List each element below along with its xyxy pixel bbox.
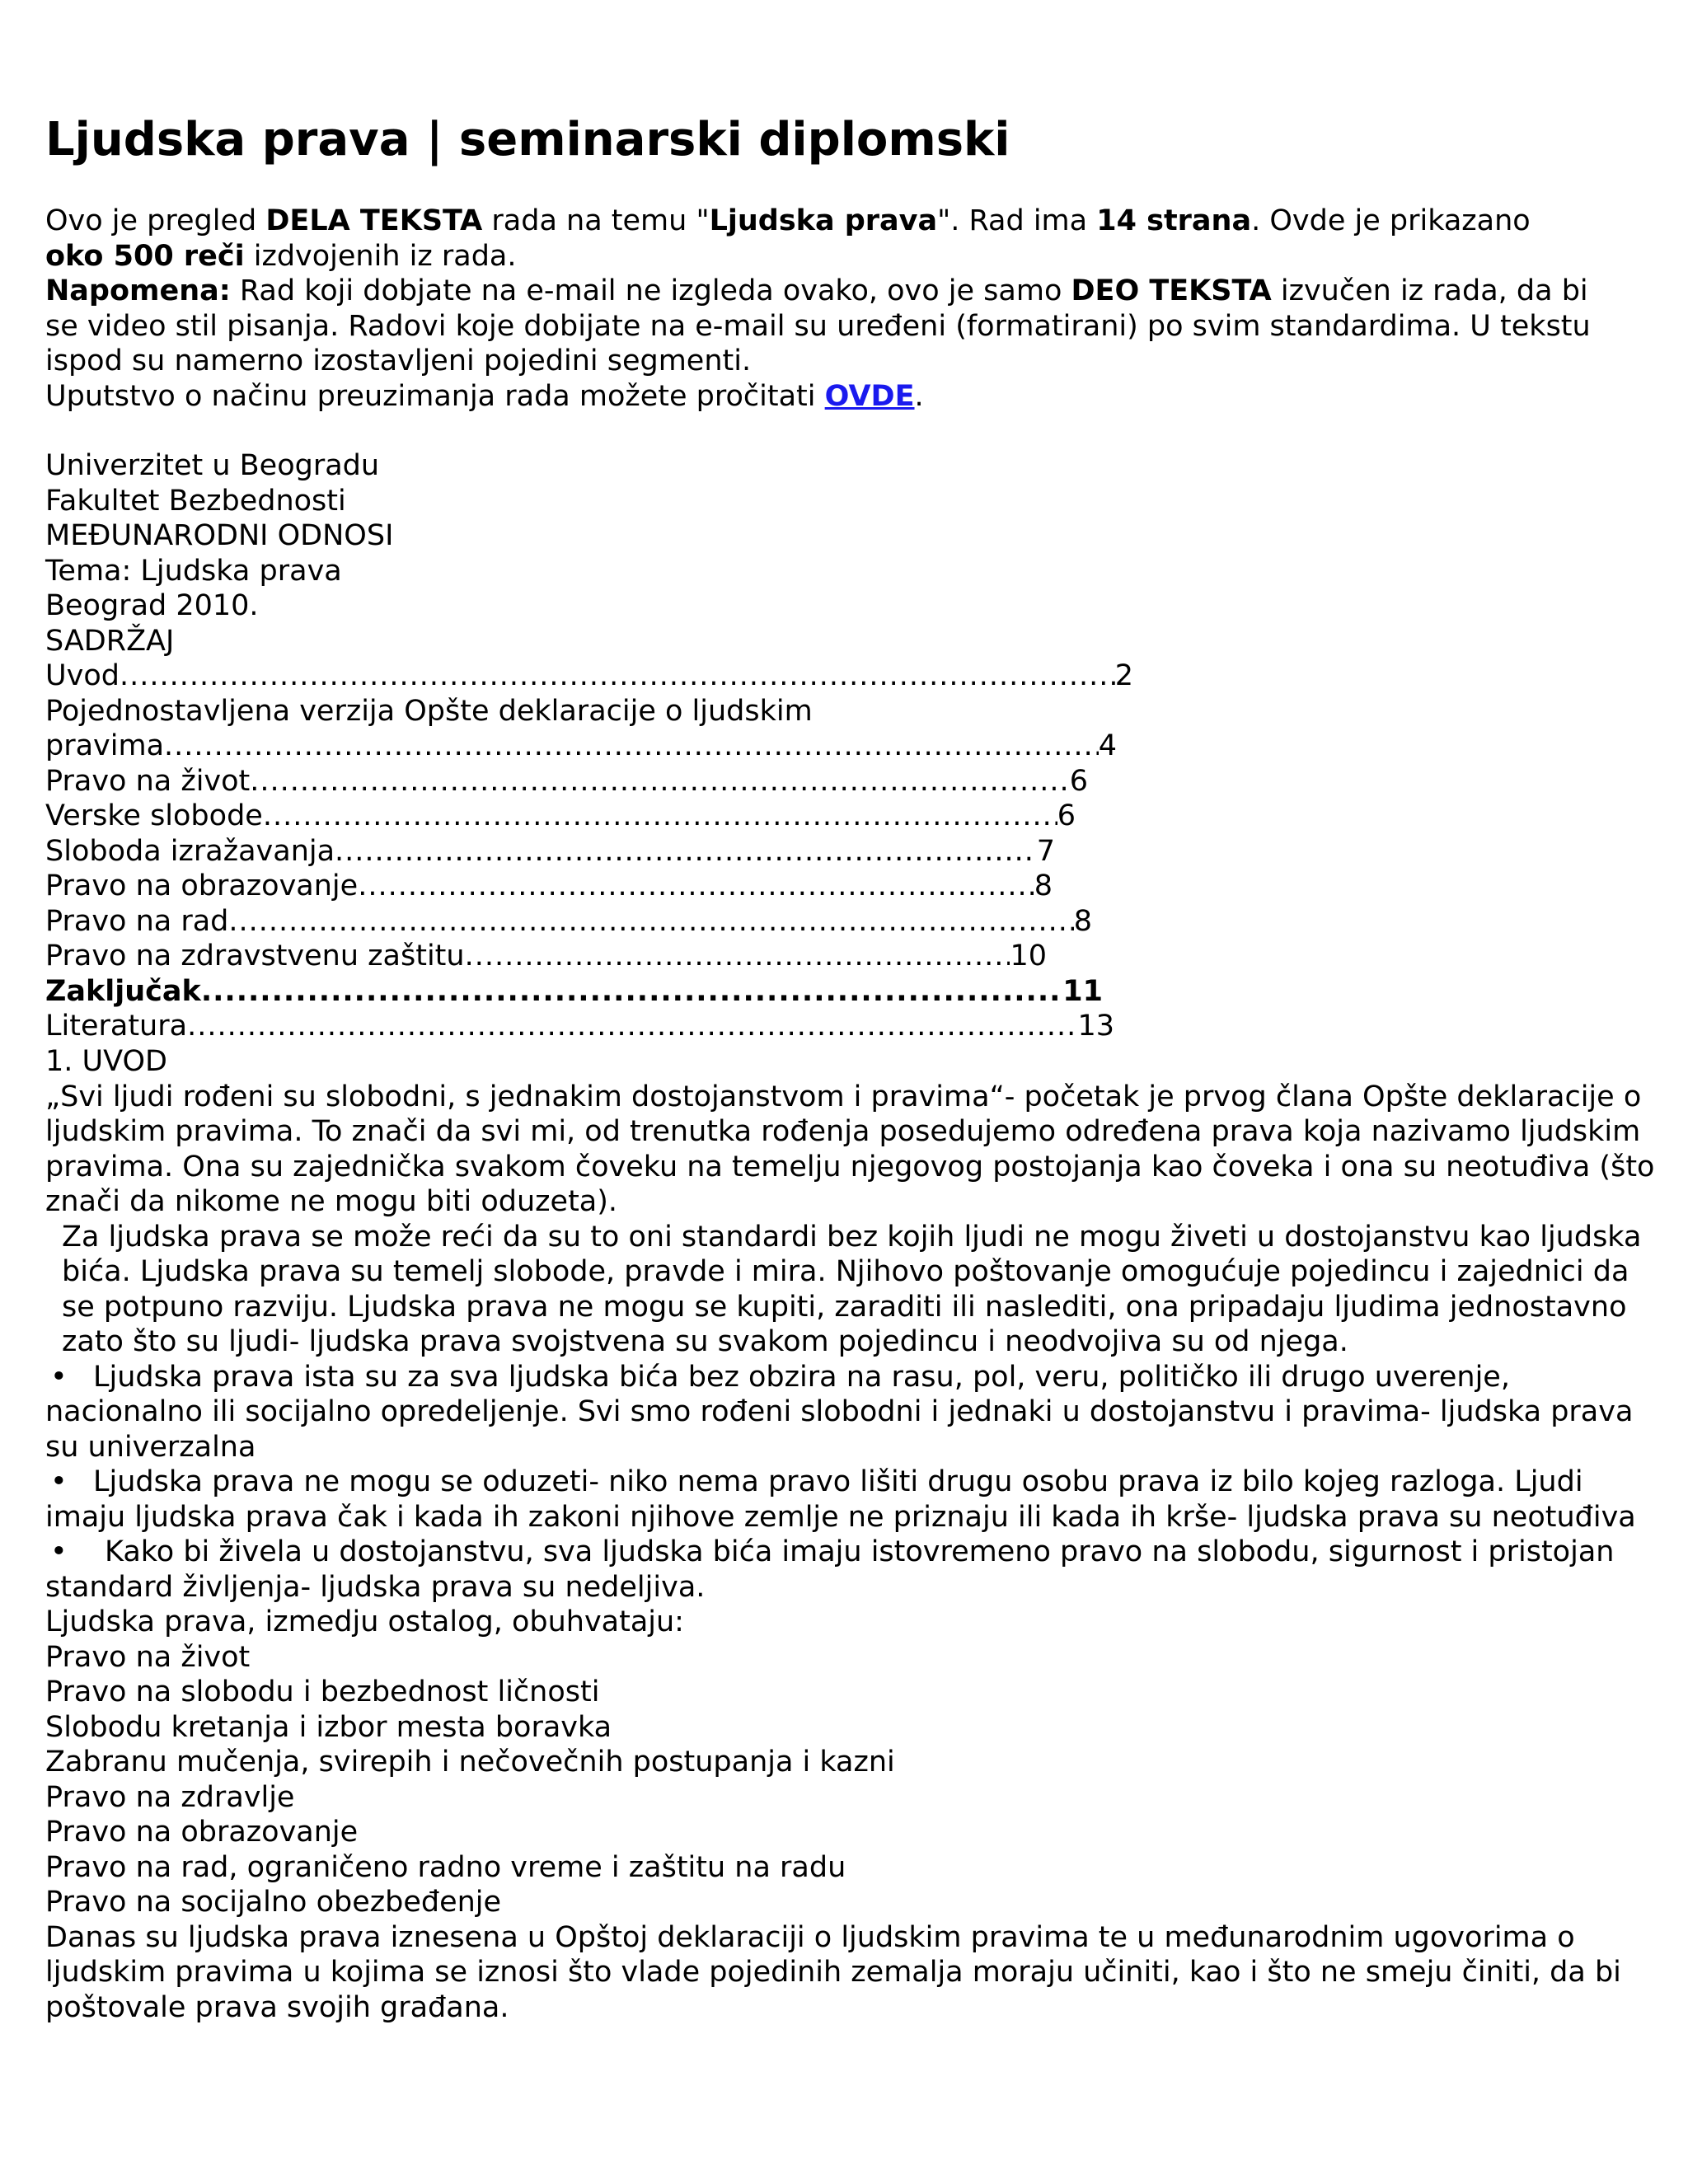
intro-text: rada na temu "	[482, 204, 710, 237]
title-page-info	[45, 448, 1661, 658]
list-item: Pravo na rad, ograničeno radno vreme i zaštitu na radu	[45, 1850, 846, 1884]
toc-page: 13	[1077, 1010, 1114, 1043]
toc-label: Pravo na život	[45, 764, 251, 798]
intro-text: izdvojenih iz rada.	[244, 239, 517, 273]
toc-leader	[250, 764, 1069, 799]
intro-bold: Ljudska prava	[709, 204, 938, 237]
faculty: Fakultet Bezbednosti	[45, 484, 346, 518]
bullet-item	[45, 1360, 1661, 1465]
bullet-icon: •	[50, 1535, 68, 1568]
intro-bold: DELA TEKSTA	[265, 204, 483, 237]
toc-label: Pravo na obrazovanje	[45, 869, 359, 902]
bullet-text: Kako bi živela u dostojanstvu, sva ljudska bića imaju istovremeno pravo na slobodu, sigurnost i pristojan standard življenja- ljudska prava su nedeljiva.	[45, 1535, 1615, 1604]
toc-leader	[201, 974, 1062, 1010]
list-item: Pravo na život	[45, 1640, 251, 1674]
paragraph: Za ljudska prava se može reći da su to oni standardi bez kojih ljudi ne mogu živeti u dostojanstvu kao ljudska bića. Ljudska prava su temelj slobode, pravde i mira. Njihovo poštovanje omogućuje pojedincu i zajednici da se potpuno razviju. Ljudska prava ne mogu se kupiti, zaraditi ili naslediti, ona pripadaju ljudima jednostavno zato što su ljudi- ljudska prava svojstvena su svakom pojedincu i neodvojiva su od njega.	[62, 1220, 1642, 1358]
place-year: Beograd 2010.	[45, 589, 259, 622]
toc-leader	[120, 658, 1115, 694]
intro-line-2	[45, 239, 1661, 274]
instructions-line	[45, 379, 1661, 415]
intro-block	[45, 204, 1661, 414]
department: MEĐUNARODNI ODNOSI	[45, 519, 394, 552]
list-item: Pravo na zdravlje	[45, 1780, 295, 1814]
toc-entry	[45, 834, 1055, 869]
closing-paragraph: Danas su ljudska prava iznesena u Opštoj deklaraciji o ljudskim pravima te u međunarodnim ugovorima o ljudskim pravima u kojima se iznosi što vlade pojedinih zemalja moraju učiniti, kao i što ne smeju činiti, da bi poštovale prava svojih građana.	[45, 1920, 1621, 2024]
body-text	[45, 1044, 1661, 2025]
toc-label: Pravo na rad	[45, 904, 229, 938]
toc-page: 7	[1036, 834, 1055, 868]
note-label: Napomena:	[45, 274, 231, 307]
list-item: Slobodu kretanja i izbor mesta boravka	[45, 1710, 612, 1744]
intro-line-1	[45, 204, 1661, 239]
note-line-1	[45, 274, 1661, 309]
instructions-text: Uputstvo o načinu preuzimanja rada možete pročitati	[45, 379, 825, 413]
page-title: Ljudska prava | seminarski diplomski	[45, 113, 1010, 166]
instructions-link[interactable]: OVDE	[824, 379, 915, 413]
toc-entry	[45, 974, 1103, 1010]
toc-entry	[45, 799, 1076, 834]
contents-heading: SADRŽAJ	[45, 624, 175, 658]
toc-label: Literatura	[45, 1010, 188, 1043]
toc-leader	[187, 1009, 1077, 1044]
toc-entry	[45, 869, 1053, 904]
toc-label: Pravo na zdravstvenu zaštitu	[45, 940, 465, 972]
toc-label: Zaključak	[45, 974, 201, 1008]
toc-entry	[45, 764, 1088, 799]
instructions-text: .	[914, 379, 924, 413]
toc-entry	[45, 694, 1133, 729]
toc-leader	[263, 799, 1057, 834]
paragraph: „Svi ljudi rođeni su slobodni, s jednakim dostojanstvom i pravima“- početak je prvog člana Opšte deklaracije o ljudskim pravima. To znači da svi mi, od trenutka rođenja posedujemo određena prava koja nazivamo ljudskim pravima. Ona su zajednička svakom čoveku na temelju njegovog postojanja kao čoveka i ona su neotuđiva (što znači da nikome ne mogu biti oduzeta).	[45, 1080, 1655, 1218]
topic: Tema: Ljudska prava	[45, 554, 342, 588]
bullet-icon: •	[50, 1465, 68, 1498]
toc-page: 2	[1114, 659, 1133, 692]
bullet-item	[45, 1465, 1661, 1535]
toc-leader	[335, 834, 1037, 869]
list-item: Pravo na socijalno obezbeđenje	[45, 1886, 502, 1919]
bullet-text: Ljudska prava ista su za sva ljudska bića bez obzira na rasu, pol, veru, političko ili drugo uverenje, nacionalno ili socijalno opredeljenje. Svi smo rođeni slobodni i jednaki u dostojanstvu i pravima- ljudska prava su univerzalna	[45, 1360, 1634, 1464]
toc-page: 8	[1034, 869, 1053, 902]
toc-entry	[45, 729, 1117, 764]
toc-leader	[465, 939, 1010, 974]
bullet-text: Ljudska prava ne mogu se oduzeti- niko nema pravo lišiti drugu osobu prava iz bilo kojeg razloga. Ljudi imaju ljudska prava čak i kada ih zakoni njihove zemlje ne priznaju ili kada ih krše- ljudska prava su neotuđiva	[45, 1465, 1636, 1534]
note-line-2: se video stil pisanja. Radovi koje dobijate na e-mail su uređeni (formatirani) po svim standardima. U tekstu	[45, 309, 1591, 343]
toc-page: 8	[1073, 904, 1092, 938]
toc-label: pravima	[45, 729, 165, 762]
note-text: Rad koji dobjate na e-mail ne izgleda ovako, ovo je samo	[230, 274, 1071, 307]
list-item: Zabranu mučenja, svirepih i nečovečnih postupanja i kazni	[45, 1746, 895, 1779]
note-text: izvučen iz rada, da bi	[1271, 274, 1588, 307]
toc-entry	[45, 1009, 1114, 1044]
toc-label: Uvod	[45, 659, 120, 692]
university: Univerzitet u Beogradu	[45, 449, 380, 482]
toc-leader	[228, 904, 1073, 940]
toc-entry	[45, 939, 1047, 974]
toc-leader	[358, 869, 1034, 904]
bullet-icon: •	[50, 1360, 68, 1394]
toc-entry	[45, 658, 1133, 694]
bullet-item	[45, 1535, 1661, 1605]
list-item: Pravo na slobodu i bezbednost ličnosti	[45, 1675, 600, 1708]
toc-label: Verske slobode	[45, 799, 263, 832]
toc-page: 11	[1062, 974, 1103, 1008]
toc-leader	[164, 729, 1099, 764]
toc-entry	[45, 904, 1092, 940]
toc-page: 6	[1057, 799, 1076, 832]
intro-bold: oko 500 reči	[45, 239, 245, 273]
toc-page: 10	[1010, 940, 1047, 972]
intro-text: . Ovde je prikazano	[1251, 204, 1531, 237]
intro-text: ". Rad ima	[937, 204, 1097, 237]
toc-page: 6	[1069, 764, 1088, 798]
toc-label: Pojednostavljena verzija Opšte deklaracije o ljudskim	[45, 694, 813, 728]
table-of-contents	[45, 658, 1133, 1044]
toc-page: 4	[1098, 729, 1117, 762]
toc-label: Sloboda izražavanja	[45, 834, 335, 868]
intro-text: Ovo je pregled	[45, 204, 266, 237]
list-item: Pravo na obrazovanje	[45, 1816, 359, 1849]
note-bold: DEO TEKSTA	[1071, 274, 1272, 307]
intro-bold: 14 strana	[1096, 204, 1252, 237]
list-intro: Ljudska prava, izmedju ostalog, obuhvataju:	[45, 1605, 684, 1638]
section-heading: 1. UVOD	[45, 1045, 167, 1078]
note-line-3: ispod su namerno izostavljeni pojedini segmenti.	[45, 344, 752, 377]
